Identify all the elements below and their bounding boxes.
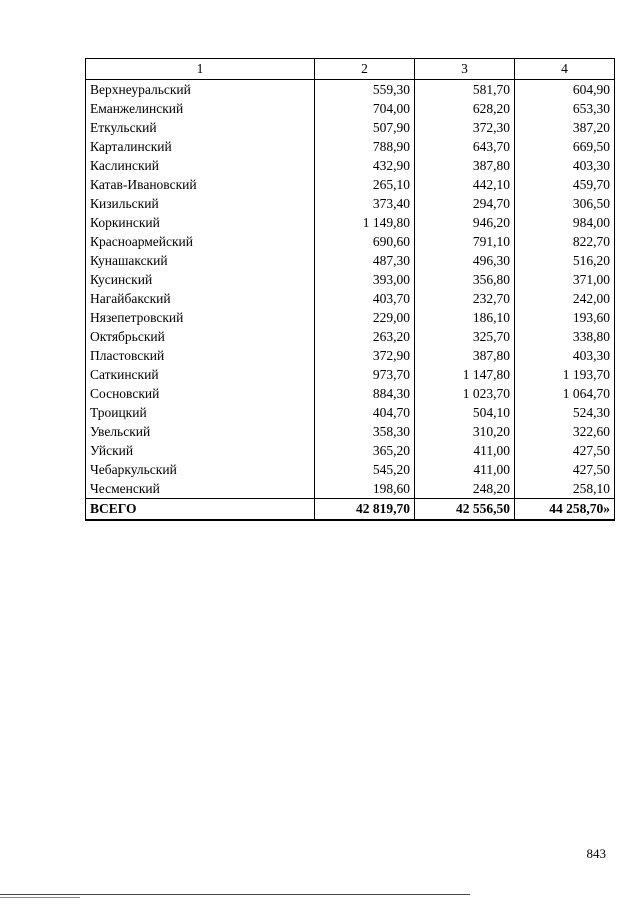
- value-cell-col-2: 373,40: [315, 194, 415, 213]
- value-cell-col-3: 946,20: [415, 213, 515, 232]
- value-cell-col-3: 1 147,80: [415, 365, 515, 384]
- table-row: [86, 99, 615, 118]
- value-cell-col-2: 545,20: [315, 460, 415, 479]
- value-cell-col-4: 403,30: [515, 156, 615, 175]
- value-cell-col-2: 403,70: [315, 289, 415, 308]
- value-cell-col-4: 193,60: [515, 308, 615, 327]
- district-name-cell: Нязепетровский: [86, 308, 315, 327]
- value-cell-col-4: 1 193,70: [515, 365, 615, 384]
- value-cell-col-4: 371,00: [515, 270, 615, 289]
- value-cell-col-4: 387,20: [515, 118, 615, 137]
- table-row: [86, 460, 615, 479]
- value-cell-col-3: 387,80: [415, 156, 515, 175]
- district-name-cell: Коркинский: [86, 213, 315, 232]
- value-cell-col-3: 628,20: [415, 99, 515, 118]
- district-name-cell: Пластовский: [86, 346, 315, 365]
- table-header-row: [86, 59, 615, 80]
- value-cell-col-4: 604,90: [515, 80, 615, 100]
- value-cell-col-4: 242,00: [515, 289, 615, 308]
- value-cell-col-3: 411,00: [415, 441, 515, 460]
- district-name-cell: Саткинский: [86, 365, 315, 384]
- value-cell-col-3: 504,10: [415, 403, 515, 422]
- value-cell-col-4: 403,30: [515, 346, 615, 365]
- table-row: [86, 479, 615, 499]
- value-cell-col-3: 387,80: [415, 346, 515, 365]
- footer-rule-short: [0, 897, 80, 898]
- column-header-2: 2: [315, 59, 415, 80]
- value-cell-col-2: 884,30: [315, 384, 415, 403]
- district-name-cell: Уйский: [86, 441, 315, 460]
- column-header-4: 4: [515, 59, 615, 80]
- value-cell-col-3: 186,10: [415, 308, 515, 327]
- table-row: [86, 365, 615, 384]
- district-name-cell: Красноармейский: [86, 232, 315, 251]
- district-name-cell: Троицкий: [86, 403, 315, 422]
- table-row: [86, 422, 615, 441]
- value-cell-col-4: 258,10: [515, 479, 615, 499]
- district-name-cell: Кизильский: [86, 194, 315, 213]
- district-name-cell: Сосновский: [86, 384, 315, 403]
- district-name-cell: Увельский: [86, 422, 315, 441]
- value-cell-col-2: 229,00: [315, 308, 415, 327]
- table-row: [86, 118, 615, 137]
- district-name-cell: Кусинский: [86, 270, 315, 289]
- value-cell-col-2: 973,70: [315, 365, 415, 384]
- table-row: [86, 213, 615, 232]
- value-cell-col-2: 358,30: [315, 422, 415, 441]
- district-name-cell: Чесменский: [86, 479, 315, 499]
- value-cell-col-3: 372,30: [415, 118, 515, 137]
- value-cell-col-4: 427,50: [515, 460, 615, 479]
- value-cell-col-4: 653,30: [515, 99, 615, 118]
- district-name-cell: Каслинский: [86, 156, 315, 175]
- table-row: [86, 175, 615, 194]
- value-cell-col-4: 984,00: [515, 213, 615, 232]
- table-row: [86, 403, 615, 422]
- value-cell-col-3: 248,20: [415, 479, 515, 499]
- value-cell-col-4: 1 064,70: [515, 384, 615, 403]
- value-cell-col-3: 496,30: [415, 251, 515, 270]
- value-cell-col-2: 690,60: [315, 232, 415, 251]
- footer-rule: [0, 894, 470, 895]
- value-cell-col-4: 516,20: [515, 251, 615, 270]
- value-cell-col-3: 325,70: [415, 327, 515, 346]
- table-row: [86, 137, 615, 156]
- value-cell-col-2: 1 149,80: [315, 213, 415, 232]
- value-cell-col-4: 459,70: [515, 175, 615, 194]
- value-cell-col-4: 524,30: [515, 403, 615, 422]
- table-row: [86, 289, 615, 308]
- total-value-3: 42 556,50: [415, 499, 515, 521]
- district-name-cell: Катав-Ивановский: [86, 175, 315, 194]
- value-cell-col-2: 263,20: [315, 327, 415, 346]
- value-cell-col-3: 232,70: [415, 289, 515, 308]
- value-cell-col-4: 322,60: [515, 422, 615, 441]
- table-row: [86, 346, 615, 365]
- district-name-cell: Чебаркульский: [86, 460, 315, 479]
- value-cell-col-2: 788,90: [315, 137, 415, 156]
- district-name-cell: Еткульский: [86, 118, 315, 137]
- district-name-cell: Кунашакский: [86, 251, 315, 270]
- value-cell-col-4: 306,50: [515, 194, 615, 213]
- value-cell-col-2: 559,30: [315, 80, 415, 100]
- district-name-cell: Карталинский: [86, 137, 315, 156]
- table-row: [86, 156, 615, 175]
- value-cell-col-4: 669,50: [515, 137, 615, 156]
- district-name-cell: Верхнеуральский: [86, 80, 315, 100]
- value-cell-col-3: 442,10: [415, 175, 515, 194]
- value-cell-col-2: 704,00: [315, 99, 415, 118]
- value-cell-col-2: 432,90: [315, 156, 415, 175]
- value-cell-col-2: 265,10: [315, 175, 415, 194]
- value-cell-col-4: 338,80: [515, 327, 615, 346]
- value-cell-col-2: 487,30: [315, 251, 415, 270]
- table-row: [86, 327, 615, 346]
- value-cell-col-4: 427,50: [515, 441, 615, 460]
- value-cell-col-3: 294,70: [415, 194, 515, 213]
- total-value-2: 42 819,70: [315, 499, 415, 521]
- value-cell-col-2: 393,00: [315, 270, 415, 289]
- value-cell-col-3: 643,70: [415, 137, 515, 156]
- value-cell-col-2: 507,90: [315, 118, 415, 137]
- table-row: [86, 80, 615, 100]
- value-cell-col-2: 404,70: [315, 403, 415, 422]
- value-cell-col-3: 581,70: [415, 80, 515, 100]
- table-row: [86, 308, 615, 327]
- value-cell-col-4: 822,70: [515, 232, 615, 251]
- table-row: [86, 194, 615, 213]
- budget-table: [85, 58, 615, 521]
- district-name-cell: Еманжелинский: [86, 99, 315, 118]
- table-row: [86, 270, 615, 289]
- value-cell-col-3: 411,00: [415, 460, 515, 479]
- value-cell-col-3: 356,80: [415, 270, 515, 289]
- table-row: [86, 384, 615, 403]
- page-number: 843: [586, 846, 606, 861]
- table-row: [86, 232, 615, 251]
- table-row: [86, 441, 615, 460]
- table-row: [86, 251, 615, 270]
- value-cell-col-3: 1 023,70: [415, 384, 515, 403]
- total-label: ВСЕГО: [86, 499, 315, 521]
- total-value-4: 44 258,70»: [515, 499, 615, 521]
- value-cell-col-2: 198,60: [315, 479, 415, 499]
- district-name-cell: Нагайбакский: [86, 289, 315, 308]
- total-row: [86, 499, 615, 521]
- column-header-1: 1: [86, 59, 315, 80]
- table-body: [86, 80, 615, 499]
- value-cell-col-3: 791,10: [415, 232, 515, 251]
- district-name-cell: Октябрьский: [86, 327, 315, 346]
- column-header-3: 3: [415, 59, 515, 80]
- value-cell-col-2: 372,90: [315, 346, 415, 365]
- value-cell-col-2: 365,20: [315, 441, 415, 460]
- value-cell-col-3: 310,20: [415, 422, 515, 441]
